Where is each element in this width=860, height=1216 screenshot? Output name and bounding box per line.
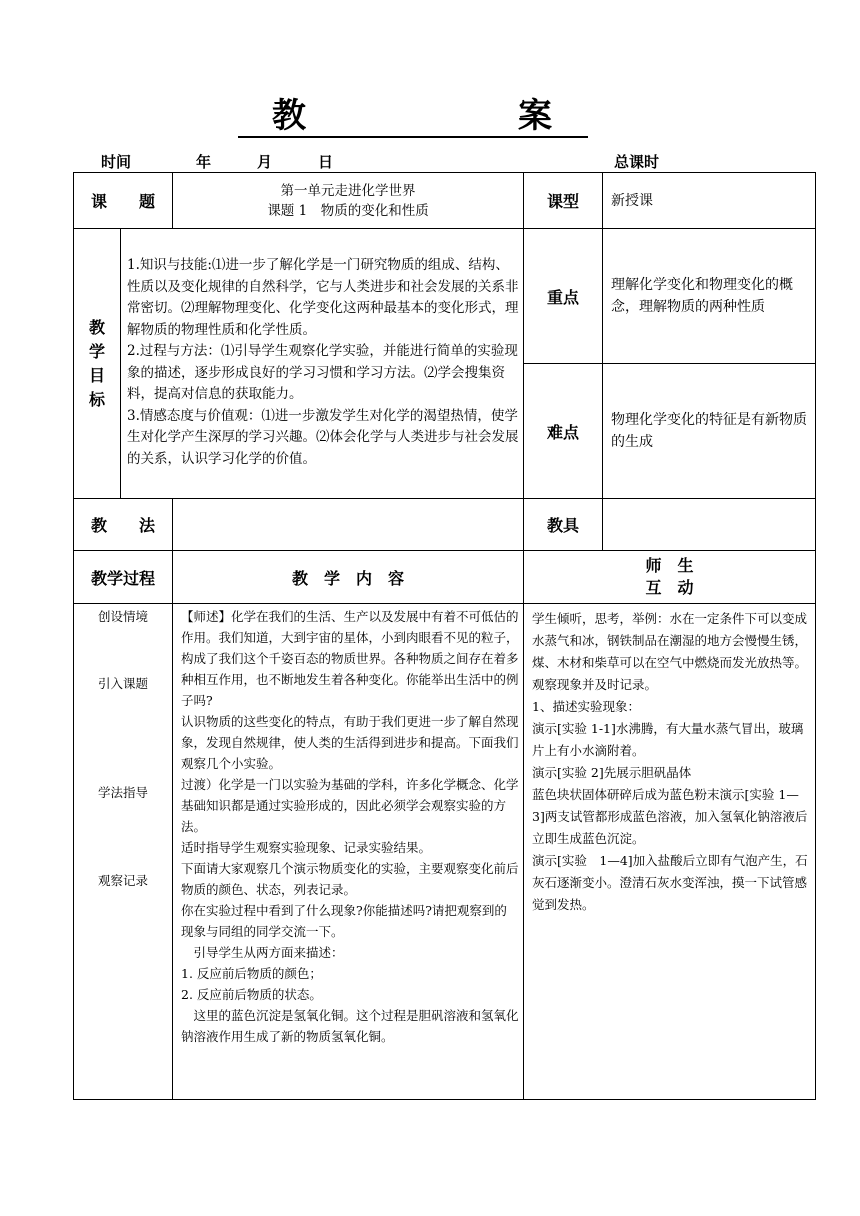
teaching-method-label: 教 法	[74, 499, 173, 551]
objective-process: 2.过程与方法：⑴引导学生观察化学实验，并能进行简单的实验现象的描述，逐步形成良好的学习习惯和学习方法。⑵学会搜集资料，提高对信息的获取能力。	[127, 343, 518, 402]
stage-create-situation: 创设情境	[98, 609, 149, 624]
key-point-label: 重点	[524, 229, 603, 364]
key-point-value: 理解化学变化和物理变化的概念，理解物质的两种性质	[603, 229, 816, 364]
title-char-jiao: 教	[272, 96, 306, 136]
lesson-type-label: 课型	[524, 173, 603, 229]
teaching-content	[173, 604, 524, 1100]
total-hours-label: 总课时	[614, 153, 660, 171]
objectives-label-char: 目	[88, 365, 105, 385]
content-header: 教 学 内 容	[173, 551, 524, 604]
content-paragraph: 过渡）化学是一门以实验为基础的学科，许多化学概念、化学基础知识都是通过实验形成的，因此必须学会观察实验的方法。	[181, 777, 519, 834]
objectives-label	[74, 229, 121, 499]
teaching-tools-value	[603, 499, 816, 551]
content-paragraph: 2. 反应前后物质的状态。	[181, 987, 322, 1002]
unit-title: 第一单元走进化学世界	[280, 182, 416, 199]
stage-method-guidance: 学法指导	[98, 785, 149, 800]
stage-introduce-topic: 引入课题	[98, 676, 149, 691]
content-paragraph: 引导学生从两方面来描述：	[181, 945, 344, 960]
stage-observe-record: 观察记录	[98, 873, 149, 888]
content-paragraph: 这里的蓝色沉淀是氢氧化铜。这个过程是胆矾溶液和氢氧化钠溶液作用生成了新的物质氢氧化铜。	[181, 1008, 519, 1044]
content-paragraph: 下面请大家观察几个演示物质变化的实验，主要观察变化前后物质的颜色、状态，列表记录。	[181, 861, 519, 897]
topic-value	[173, 173, 524, 229]
objectives-label-char: 学	[88, 341, 105, 361]
lesson-title: 课题 1 物质的变化和性质	[267, 202, 429, 219]
interaction-header-line2: 互 动	[645, 578, 694, 597]
lesson-plan-table	[73, 172, 816, 1100]
method-row	[74, 499, 816, 551]
difficulty-value: 物理化学变化的特征是有新物质的生成	[603, 364, 816, 499]
content-paragraph: 1. 反应前后物质的颜色；	[181, 966, 322, 981]
process-header: 教学过程	[74, 551, 173, 604]
topic-row	[74, 173, 816, 229]
time-label: 时间	[101, 153, 132, 171]
topic-label: 课 题	[74, 173, 173, 229]
process-header-row	[74, 551, 816, 604]
month-label: 月	[257, 153, 273, 171]
objectives-label-char: 教	[88, 317, 105, 337]
process-body-row	[74, 604, 816, 1100]
interaction-paragraph: 蓝色块状固体研碎后成为蓝色粉末演示[实验 1—3]两支试管都形成蓝色溶液，加入氢氧化钠溶液后立即生成蓝色沉淀。	[532, 787, 808, 846]
interaction-paragraph: 观察现象并及时记录。	[532, 677, 658, 692]
teaching-method-value	[173, 499, 524, 551]
interaction-paragraph: 演示[实验 2]先展示胆矾晶体	[532, 765, 692, 780]
interaction-header	[524, 551, 816, 604]
document-title	[238, 96, 588, 138]
year-label: 年	[196, 153, 212, 171]
interaction-paragraph: 演示[实验 1—4]加入盐酸后立即有气泡产生，石灰石逐渐变小。澄清石灰水变浑浊，摸一下试管感觉到发热。	[532, 853, 808, 912]
day-label: 日	[318, 153, 334, 171]
content-paragraph: 【师述】化学在我们的生活、生产以及发展中有着不可低估的作用。我们知道，大到宇宙的星体，小到肉眼看不见的粒子，构成了我们这个千姿百态的物质世界。各种物质之间存在着多种相互作用，也不断地发生着各种变化。你能举出生活中的例子吗?	[181, 609, 519, 708]
teaching-tools-label: 教具	[524, 499, 603, 551]
title-char-an: 案	[518, 96, 552, 136]
stage-column	[74, 604, 173, 1100]
interaction-header-line1: 师 生	[645, 556, 694, 575]
lesson-type-value: 新授课	[603, 173, 816, 229]
objectives-row	[74, 229, 816, 364]
content-paragraph: 认识物质的这些变化的特点，有助于我们更进一步了解自然现象，发现自然规律，使人类的生活得到进步和提高。下面我们观察几个小实验。	[181, 714, 519, 771]
interaction-paragraph: 1、描述实验现象：	[532, 699, 640, 714]
interaction-paragraph: 学生倾听，思考，举例：水在一定条件下可以变成水蒸气和冰，钢铁制品在潮湿的地方会慢慢生锈，煤、木材和柴草可以在空气中燃烧而发光放热等。	[532, 611, 808, 670]
objectives-content	[121, 229, 524, 499]
teacher-student-interaction	[524, 604, 816, 1100]
difficulty-label: 难点	[524, 364, 603, 499]
objective-knowledge: 1.知识与技能:⑴进一步了解化学是一门研究物质的组成、结构、性质以及变化规律的自然科学，它与人类进步和社会发展的关系非常密切。⑵理解物理变化、化学变化这两种最基本的变化形式，理解物质的物理性质和化学性质。	[127, 257, 519, 338]
content-paragraph: 适时指导学生观察实验现象、记录实验结果。	[181, 840, 432, 855]
interaction-paragraph: 演示[实验 1-1]水沸腾，有大量水蒸气冒出，玻璃片上有小水滴附着。	[532, 721, 804, 758]
content-paragraph: 你在实验过程中看到了什么现象?你能描述吗?请把观察到的现象与同组的同学交流一下。	[181, 903, 507, 939]
objectives-label-char: 标	[88, 389, 105, 409]
objective-attitude: 3.情感态度与价值观：⑴进一步激发学生对化学的渴望热情，使学生对化学产生深厚的学习兴趣。⑵体会化学与人类进步与社会发展的关系，认识学习化学的价值。	[127, 407, 519, 467]
